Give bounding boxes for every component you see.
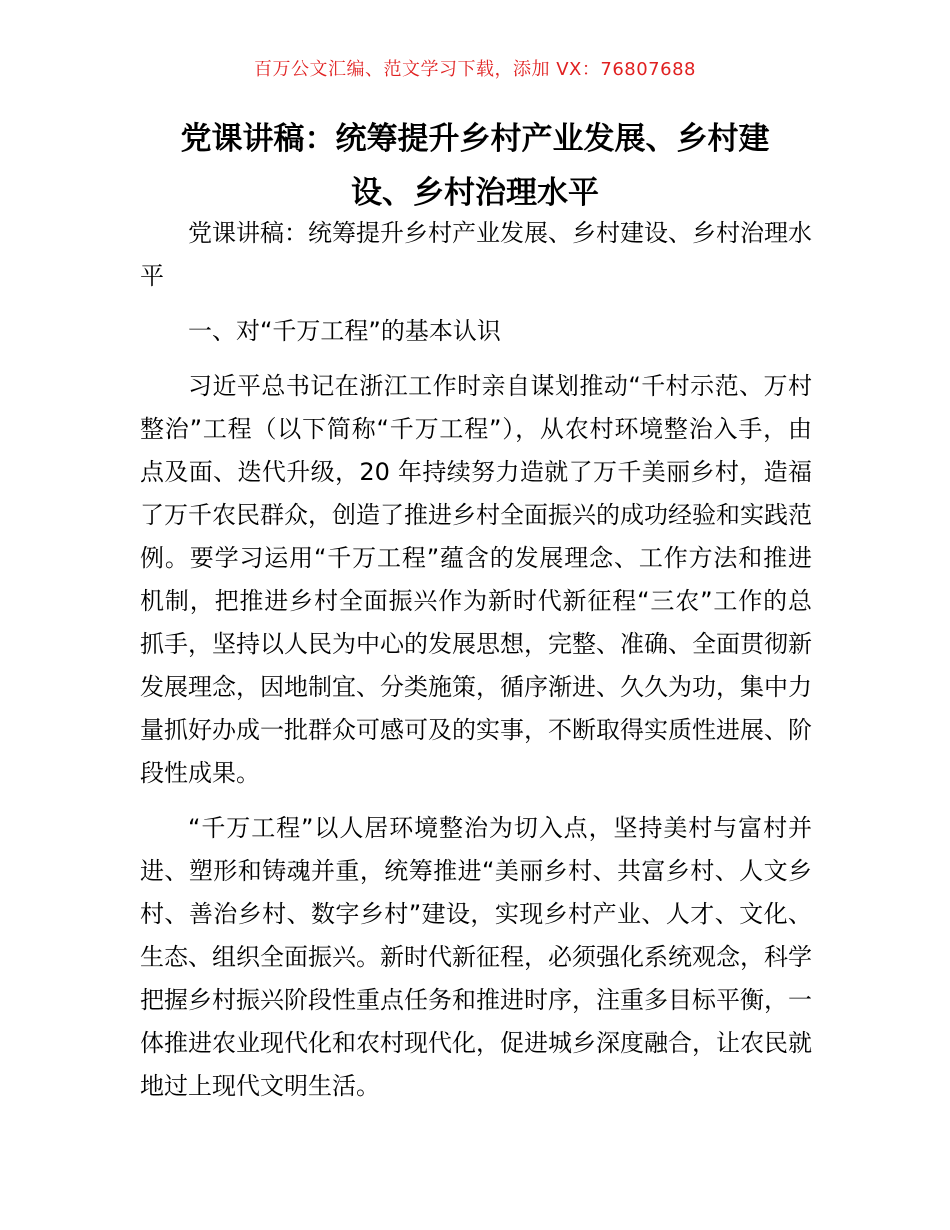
document-body xyxy=(140,212,812,1120)
promo-header-note: 百万公文汇编、范文学习下载，添加 VX：76807688 xyxy=(254,59,696,80)
document-title: 党课讲稿：统筹提升乡村产业发展、乡村建设、乡村治理水平 xyxy=(180,121,770,211)
section-heading: 一、对“千万工程”的基本认识 xyxy=(188,317,501,345)
paragraph: 习近平总书记在浙江工作时亲自谋划推动“千村示范、万村整治”工程（以下简称“千万工程”），从农村环境整治入手，由点及面、迭代升级，20 年持续努力造就了万千美丽乡村，造福了万千农民群众，创造了推进乡村全面振兴的成功经验和实践范例。要学习运用“千万工程”蕴含的发展理念、工作方法和推进机制，把推进乡村全面振兴作为新时代新征程“三农”工作的总抓手，坚持以人民为中心的发展思想，完整、准确、全面贯彻新发展理念，因地制宜、分类施策，循序渐进、久久为功，集中力量抓好办成一批群众可感可及的实事，不断取得实质性进展、阶段性成果。 xyxy=(140,372,812,787)
paragraph-subtitle: 党课讲稿：统筹提升乡村产业发展、乡村建设、乡村治理水平 xyxy=(140,219,812,290)
paragraph: “千万工程”以人居环境整治为切入点，坚持美村与富村并进、塑形和铸魂并重，统筹推进“美丽乡村、共富乡村、人文乡村、善治乡村、数字乡村”建设，实现乡村产业、人才、文化、生态、组织全面振兴。新时代新征程，必须强化系统观念，科学把握乡村振兴阶段性重点任务和推进时序，注重多目标平衡，一体推进农业现代化和农村现代化，促进城乡深度融合，让农民就地过上现代文明生活。 xyxy=(140,814,812,1100)
